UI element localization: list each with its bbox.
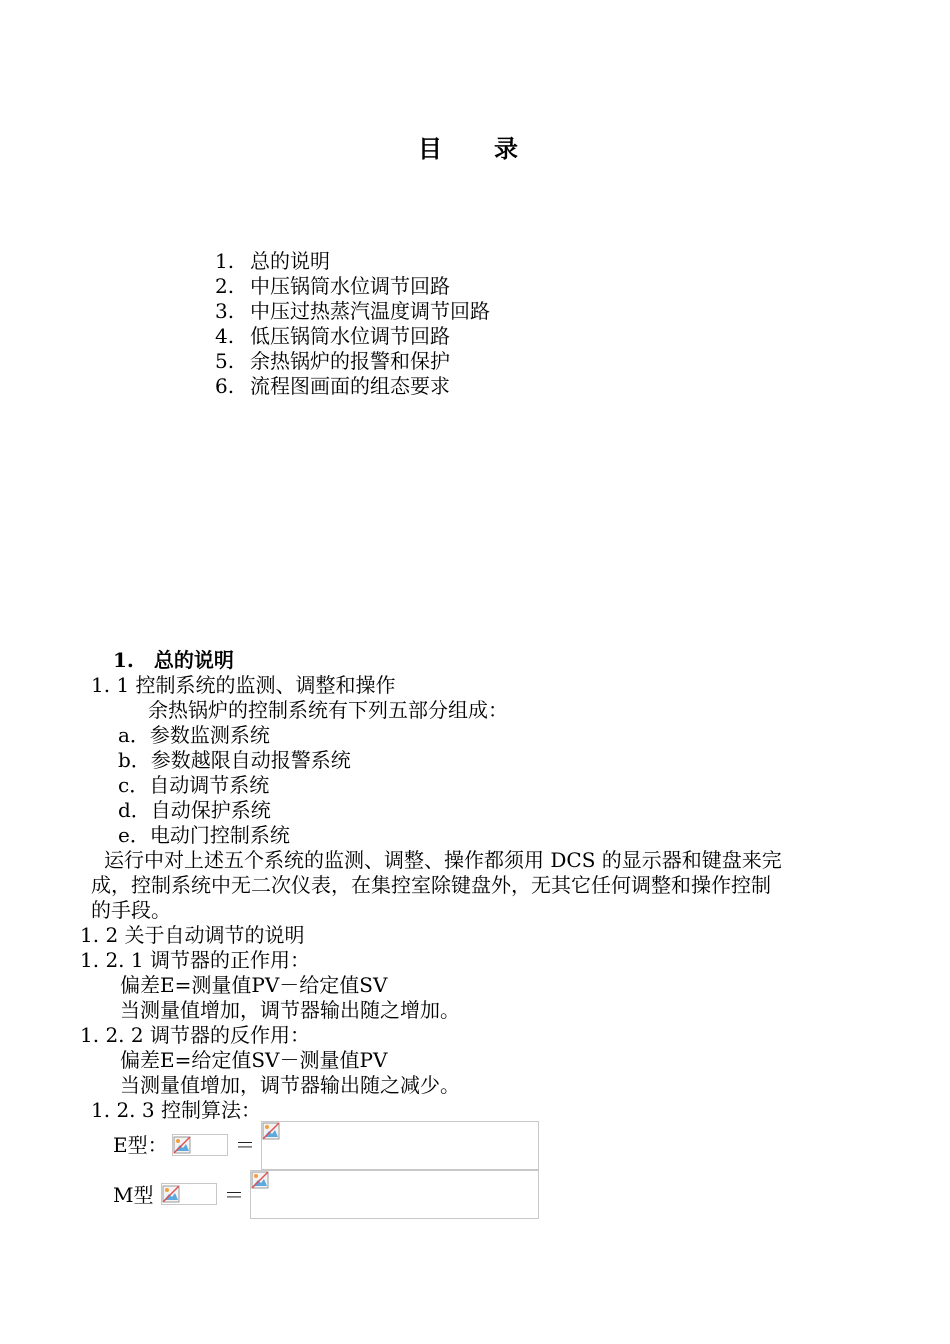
- list-item: b．参数越限自动报警系统: [118, 748, 351, 772]
- list-item: c．自动调节系统: [118, 773, 270, 797]
- toc-item-number: 3.: [215, 299, 235, 323]
- paragraph-line: 的手段。: [91, 898, 171, 922]
- intro-text: 余热锅炉的控制系统有下列五部分组成：: [148, 698, 508, 722]
- note-text: 当测量值增加，调节器输出随之减少。: [120, 1073, 460, 1097]
- paragraph-line: 运行中对上述五个系统的监测、调整、操作都须用 DCS 的显示器和键盘来完: [104, 848, 782, 872]
- toc-title: 目 录: [418, 134, 532, 163]
- equals-sign: ＝: [224, 1183, 244, 1207]
- subsection-heading: 1. 2. 3 控制算法：: [91, 1098, 261, 1122]
- formula-text: 偏差E=测量值PV－给定值SV: [120, 973, 388, 997]
- toc-item-number: 2.: [215, 274, 235, 298]
- broken-image-icon: [262, 1122, 280, 1140]
- list-item: e．电动门控制系统: [118, 823, 290, 847]
- toc-item-text: 中压锅筒水位调节回路: [250, 274, 450, 298]
- equals-sign: ＝: [235, 1133, 255, 1157]
- broken-image-icon: [251, 1171, 269, 1189]
- formula-image-placeholder: [172, 1134, 228, 1156]
- toc-item-text: 中压过热蒸汽温度调节回路: [250, 299, 490, 323]
- subsection-heading: 1. 2. 2 调节器的反作用：: [80, 1023, 310, 1047]
- formula-image-placeholder: [250, 1170, 539, 1219]
- toc-item-number: 4.: [215, 324, 235, 348]
- paragraph-line: 成，控制系统中无二次仪表，在集控室除键盘外，无其它任何调整和操作控制: [91, 873, 771, 897]
- subsection-heading: 1. 2 关于自动调节的说明: [80, 923, 305, 947]
- broken-image-icon: [162, 1185, 180, 1203]
- section-heading: 1. 总的说明: [113, 648, 234, 672]
- toc-item-text: 低压锅筒水位调节回路: [250, 324, 450, 348]
- formula-image-placeholder: [261, 1121, 539, 1170]
- toc-item-number: 5.: [215, 349, 235, 373]
- toc-item-number: 1.: [215, 249, 235, 273]
- formula-text: 偏差E=给定值SV－测量值PV: [120, 1048, 388, 1072]
- formula-image-placeholder: [161, 1183, 217, 1205]
- list-item: d．自动保护系统: [118, 798, 271, 822]
- toc-item-text: 总的说明: [250, 249, 330, 273]
- m-type-label: M型: [113, 1183, 154, 1207]
- subsection-heading: 1. 1 控制系统的监测、调整和操作: [91, 673, 396, 697]
- toc-item-number: 6.: [215, 374, 235, 398]
- toc-item-text: 流程图画面的组态要求: [250, 374, 450, 398]
- e-type-label: E型：: [113, 1133, 168, 1157]
- toc-item-text: 余热锅炉的报警和保护: [250, 349, 450, 373]
- subsection-heading: 1. 2. 1 调节器的正作用：: [80, 948, 310, 972]
- broken-image-icon: [173, 1136, 191, 1154]
- list-item: a．参数监测系统: [118, 723, 270, 747]
- note-text: 当测量值增加，调节器输出随之增加。: [120, 998, 460, 1022]
